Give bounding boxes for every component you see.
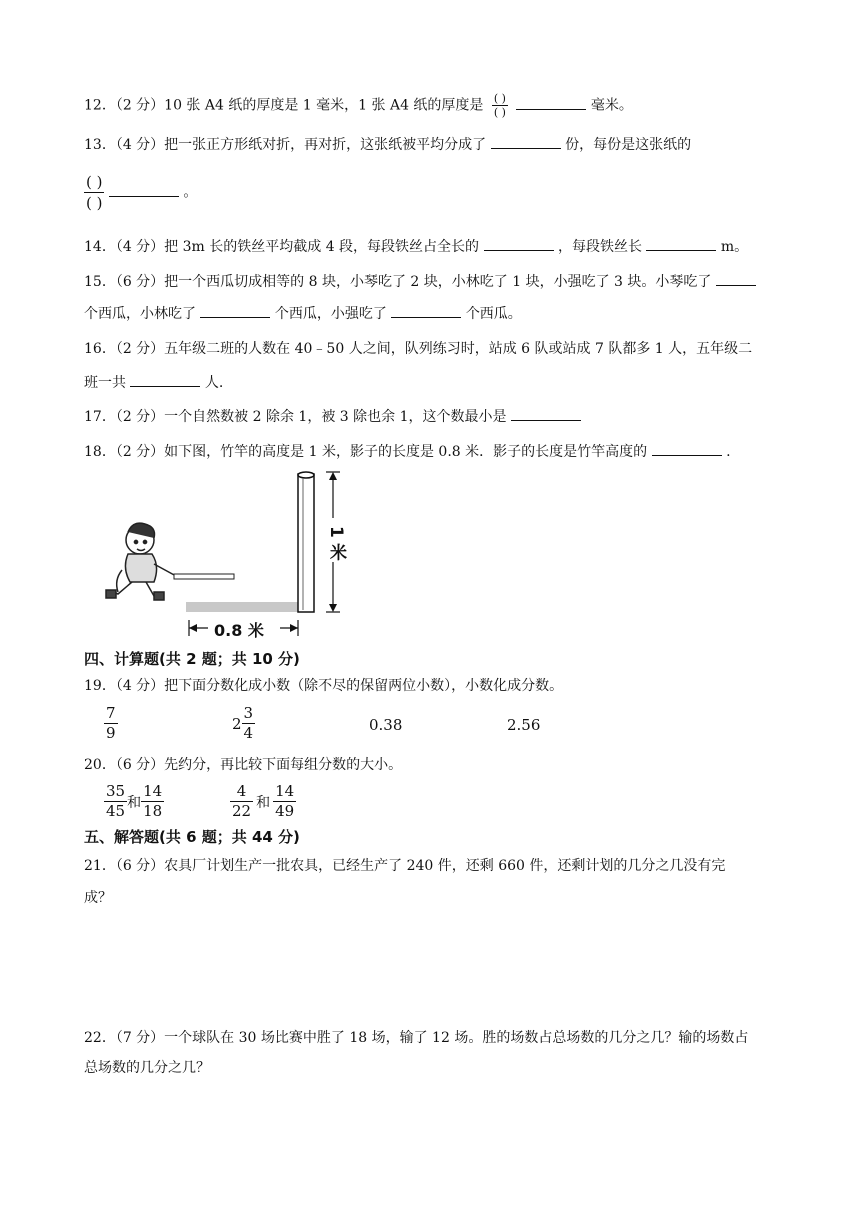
q19-f1-num: 7 bbox=[106, 704, 116, 722]
q13-mid: 份，每份是这张纸的 bbox=[565, 137, 692, 153]
q13-end: 。 bbox=[183, 184, 198, 201]
q12-answer-blank[interactable] bbox=[516, 95, 586, 110]
q13-answer-blank-2[interactable] bbox=[109, 182, 179, 197]
question-21-line2 bbox=[84, 888, 112, 908]
q20-g2-a-num: 4 bbox=[230, 782, 253, 802]
q22-text-line1: 22．（7 分）一个球队在 30 场比赛中胜了 18 场，输了 12 场。胜的场数占总场数的几分之几？输的场数占 bbox=[84, 1030, 749, 1046]
bamboo-pole bbox=[298, 474, 314, 612]
q15-text: 15．（6 分）把一个西瓜切成相等的 8 块，小琴吃了 2 块，小林吃了 1 块，小强吃了 3 块。小琴吃了 bbox=[84, 274, 712, 290]
q13-frac-num: ( ) bbox=[86, 173, 103, 191]
q20-and-2: 和 bbox=[256, 794, 271, 811]
question-12 bbox=[84, 92, 633, 119]
q15-answer-blank-2[interactable] bbox=[200, 303, 270, 318]
q14-text: 14．（4 分）把 3m 长的铁丝平均截成 4 段，每段铁丝占全长的 bbox=[84, 239, 480, 255]
question-14 bbox=[84, 236, 748, 257]
question-13-line2 bbox=[84, 172, 197, 213]
q13-answer-blank-1[interactable] bbox=[491, 134, 561, 149]
q19-item-4: 2.56 bbox=[507, 716, 541, 734]
q13-frac-den: ( ) bbox=[86, 194, 103, 212]
q19-fraction-1 bbox=[104, 704, 118, 743]
q20-g1-b-den: 18 bbox=[143, 802, 163, 820]
q15-text-b: 个西瓜，小林吃了 bbox=[84, 306, 196, 322]
q21-answer-area[interactable] bbox=[84, 912, 784, 1012]
q16-text-c: 人. bbox=[204, 375, 224, 391]
question-22-line2 bbox=[84, 1058, 210, 1078]
q17-text: 17．（2 分）一个自然数被 2 除余 1，被 3 除也余 1，这个数最小是 bbox=[84, 409, 507, 425]
q14-text-c: m。 bbox=[720, 239, 749, 255]
q20-g2-a-den: 22 bbox=[232, 802, 252, 820]
q20-group-2 bbox=[230, 782, 296, 821]
q15-text-c: 个西瓜，小强吃了 bbox=[274, 306, 387, 322]
q14-answer-blank-2[interactable] bbox=[646, 236, 716, 251]
q12-frac-num: ( ) bbox=[493, 92, 506, 105]
q19-item-2 bbox=[232, 704, 255, 743]
q21-text-line2: 成？ bbox=[84, 890, 112, 906]
height-label: 1 米 bbox=[326, 526, 346, 561]
q13-fraction bbox=[84, 172, 104, 213]
q22-answer-area[interactable] bbox=[84, 1084, 784, 1194]
q12-text: 12．（2 分）10 张 A4 纸的厚度是 1 毫米，1 张 A4 纸的厚度是 bbox=[84, 97, 484, 114]
question-20 bbox=[84, 755, 402, 775]
question-17 bbox=[84, 406, 581, 427]
q19-f2-num: 3 bbox=[243, 704, 254, 722]
q20-g2-b-den: 49 bbox=[275, 802, 295, 820]
question-15 bbox=[84, 271, 756, 292]
question-16-line2 bbox=[84, 372, 223, 393]
question-15-line2 bbox=[84, 303, 522, 324]
q20-g1-fraction-b bbox=[141, 782, 164, 821]
q16-answer-blank[interactable] bbox=[130, 372, 200, 387]
section-4-heading: 四、计算题(共 2 题；共 10 分) bbox=[84, 650, 300, 668]
q14-text-b: ，每段铁丝长 bbox=[557, 239, 642, 255]
q20-g1-a-num: 35 bbox=[106, 782, 126, 800]
q12-fraction bbox=[492, 92, 508, 119]
q22-text-line2: 总场数的几分之几？ bbox=[84, 1060, 210, 1076]
pole-shadow-figure bbox=[100, 466, 360, 646]
q17-answer-blank[interactable] bbox=[511, 406, 581, 421]
q19-f2-den: 4 bbox=[243, 724, 254, 742]
q20-g2-fraction-b bbox=[273, 782, 296, 821]
q19-text: 19．（4 分）把下面分数化成小数（除不尽的保留两位小数），小数化成分数。 bbox=[84, 678, 564, 694]
q19-item-1 bbox=[104, 704, 118, 743]
question-16 bbox=[84, 339, 752, 359]
q14-answer-blank-1[interactable] bbox=[484, 236, 554, 251]
q18-text-b: . bbox=[726, 444, 731, 460]
q20-and-1: 和 bbox=[127, 794, 142, 811]
section-5-heading: 五、解答题(共 6 题；共 44 分) bbox=[84, 828, 300, 846]
q19-item-3: 0.38 bbox=[369, 716, 403, 734]
q18-text: 18．（2 分）如下图，竹竿的高度是 1 米，影子的长度是 0.8 米．影子的长度是竹竿高度的 bbox=[84, 444, 648, 460]
q15-answer-blank-3[interactable] bbox=[391, 303, 461, 318]
q20-g1-fraction-a bbox=[104, 782, 127, 821]
q13-text: 13．（4 分）把一张正方形纸对折，再对折，这张纸被平均分成了 bbox=[84, 137, 487, 153]
q19-f2-whole: 2 bbox=[232, 714, 242, 733]
q19-f1-den: 9 bbox=[106, 724, 116, 742]
q12-suffix: 毫米。 bbox=[590, 97, 633, 114]
shadow-strip bbox=[186, 602, 298, 612]
child-figure bbox=[106, 523, 176, 600]
question-22 bbox=[84, 1028, 748, 1048]
q20-text: 20．（6 分）先约分，再比较下面每组分数的大小。 bbox=[84, 757, 403, 773]
measuring-stick bbox=[174, 574, 234, 579]
shadow-label: 0.8 米 bbox=[214, 621, 264, 640]
q19-fraction-2 bbox=[242, 704, 256, 743]
q21-text-line1: 21．（6 分）农具厂计划生产一批农具，已经生产了 240 件，还剩 660 件，还剩计划的几分之几没有完 bbox=[84, 858, 726, 874]
q20-g2-fraction-a bbox=[230, 782, 253, 821]
q16-text: 16．（2 分）五年级二班的人数在 40﹣50 人之间，队列练习时，站成 6 队或站成 7 队都多 1 人，五年级二 bbox=[84, 341, 753, 357]
q20-g2-b-num: 14 bbox=[275, 782, 295, 800]
question-13 bbox=[84, 134, 691, 155]
q15-text-d: 个西瓜。 bbox=[465, 306, 522, 322]
q20-g1-a-den: 45 bbox=[106, 802, 126, 820]
question-21 bbox=[84, 856, 725, 876]
question-19 bbox=[84, 676, 563, 696]
q16-text-b: 班一共 bbox=[84, 375, 126, 391]
q15-answer-blank-1[interactable] bbox=[716, 271, 756, 286]
q18-answer-blank[interactable] bbox=[652, 441, 722, 456]
q12-frac-den: ( ) bbox=[493, 106, 506, 119]
q20-g1-b-num: 14 bbox=[143, 782, 163, 800]
q20-group-1 bbox=[104, 782, 164, 821]
question-18 bbox=[84, 441, 731, 462]
